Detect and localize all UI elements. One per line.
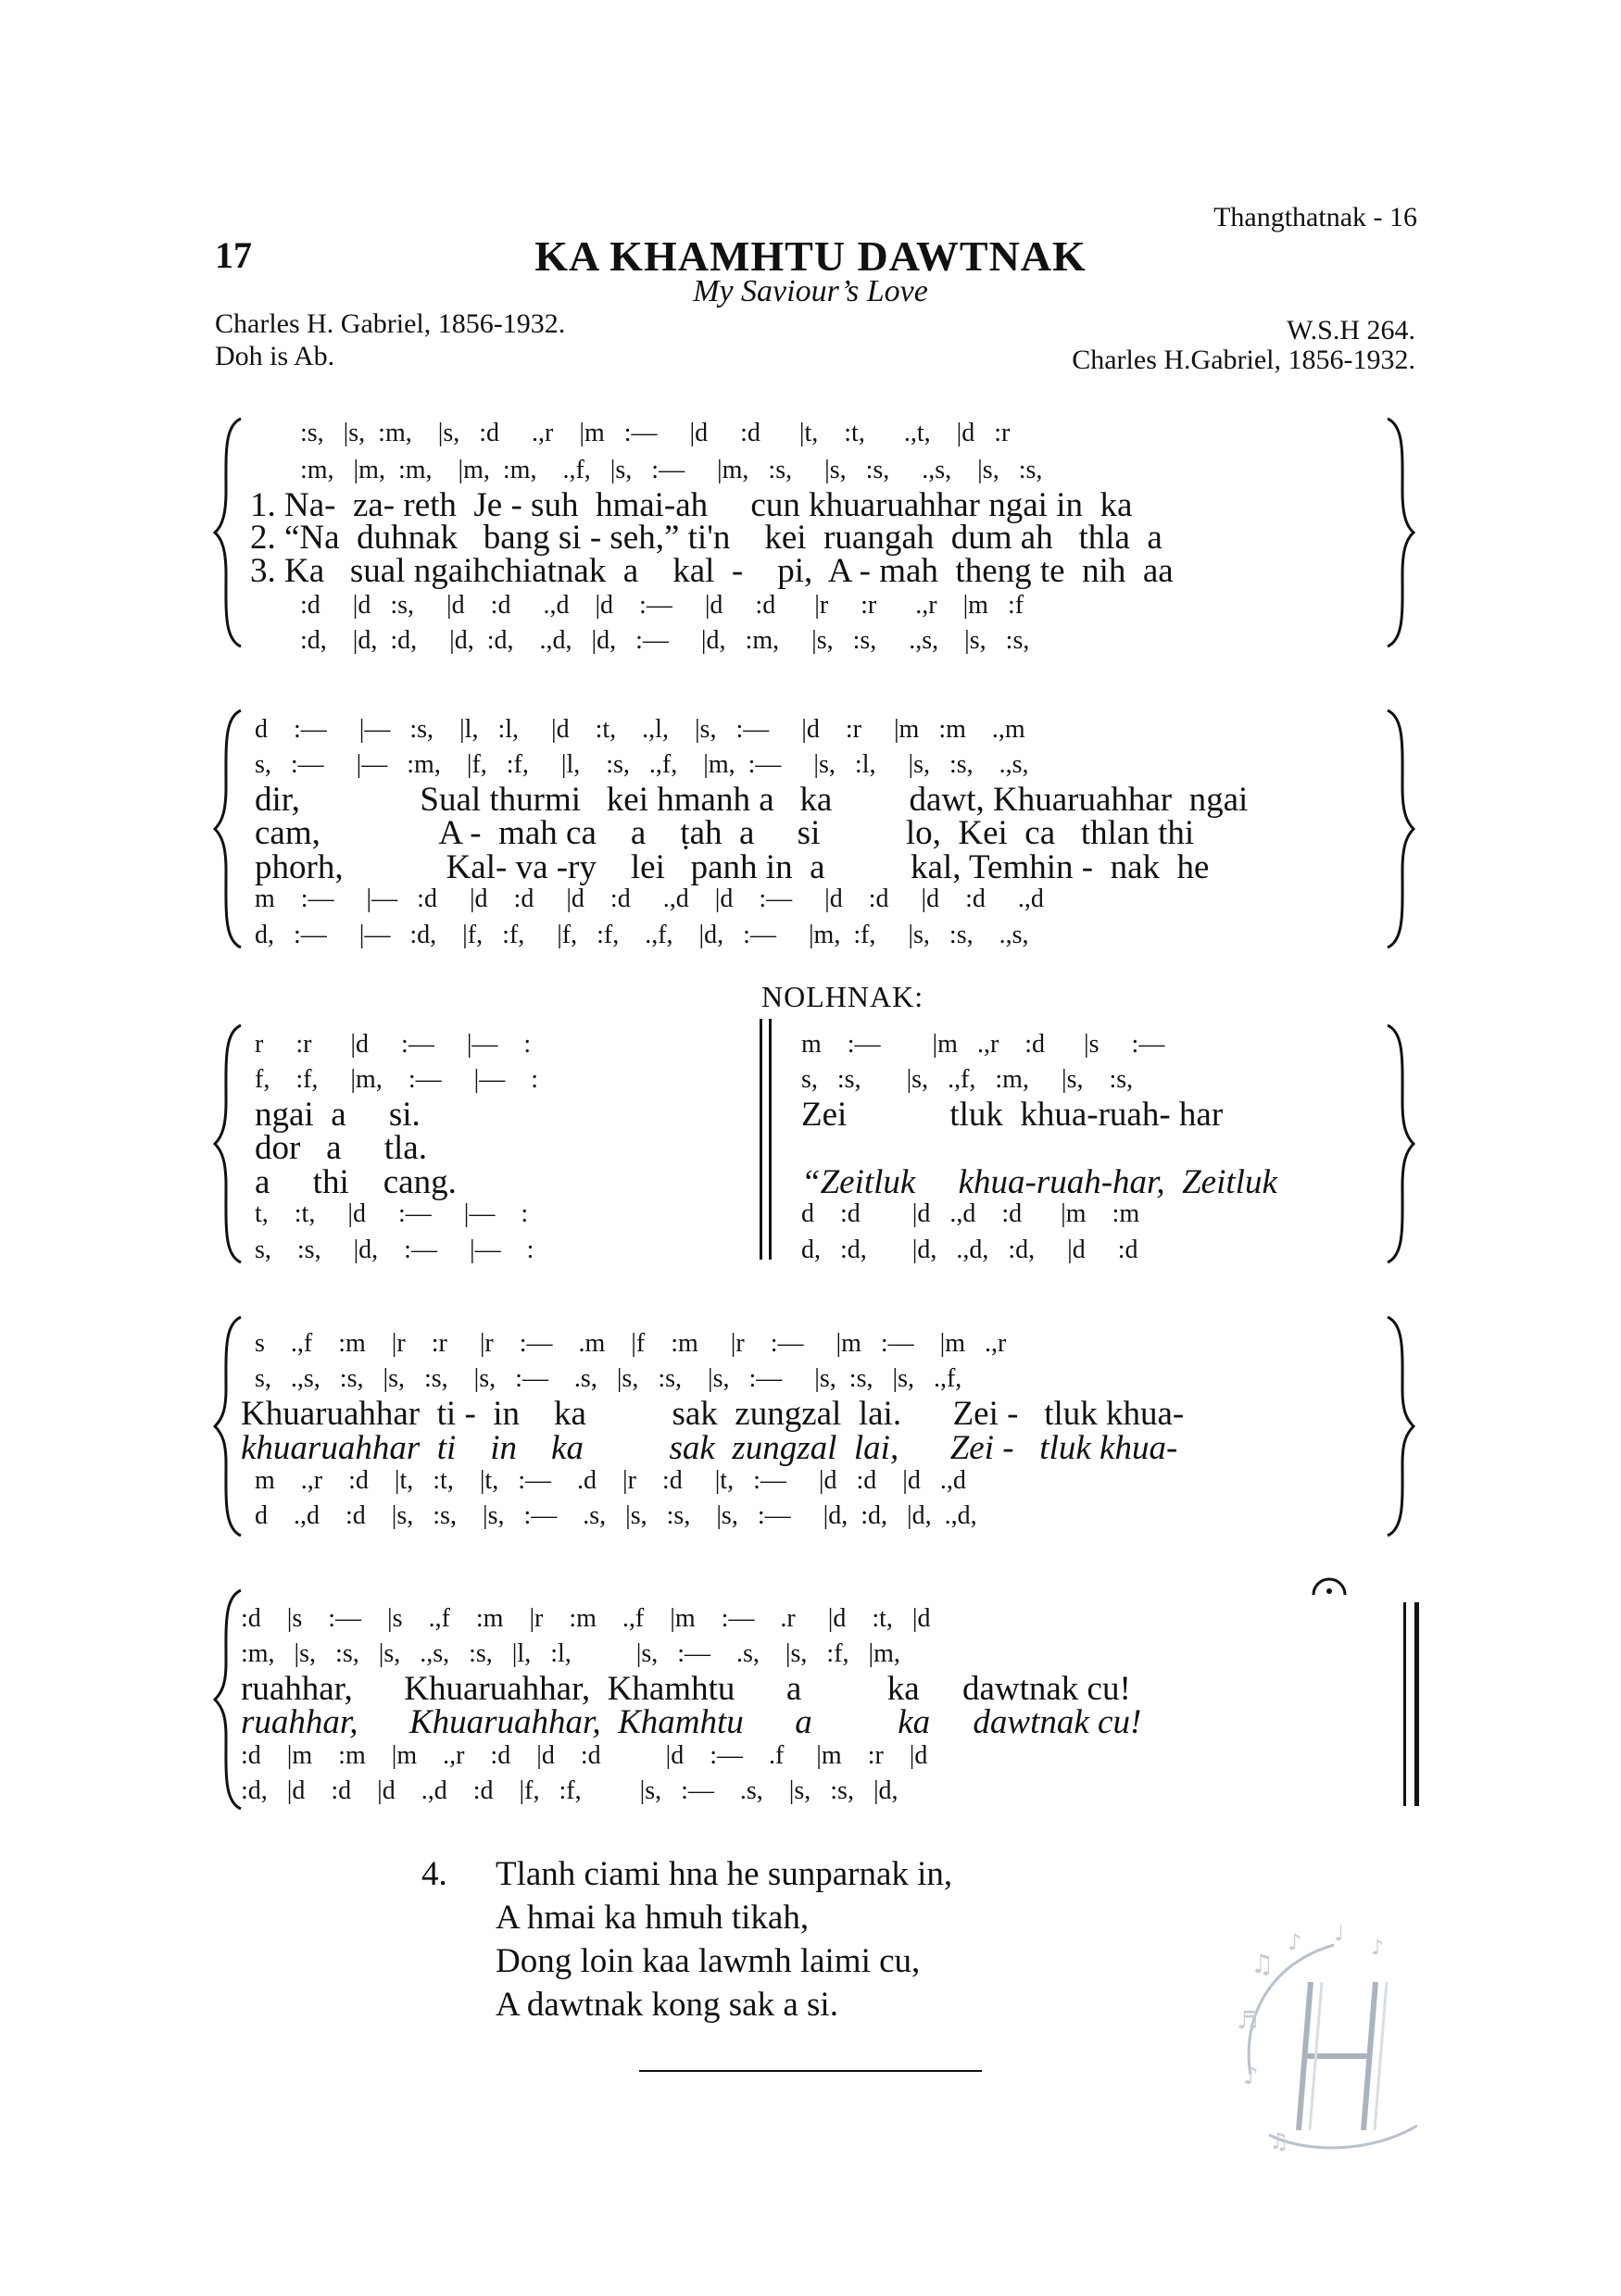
system-5 — [213, 1575, 1436, 1815]
double-barline — [769, 1019, 772, 1260]
hymn-title: KA KHAMHTU DAWTNAK — [534, 232, 1087, 280]
svg-text:♩: ♩ — [1334, 1920, 1345, 1946]
svg-text:♫: ♫ — [1269, 2128, 1289, 2154]
fermata-icon — [1311, 1575, 1348, 1599]
soprano-line: :s, |s, :m, |s, :d .,r |m :— |d :d |t, :t, .,t, |d :r — [287, 419, 1011, 447]
verse-4-line-3: Dong loin kaa lawmh laimi cu, — [496, 1942, 921, 1980]
lyric-verse-3: a thi cang. — [255, 1163, 457, 1201]
lyric-verse-1: 1. Na- za- reth Je - suh hmai-ah cun khuaruahhar ngai in ka — [250, 486, 1133, 524]
final-barline — [1403, 1602, 1406, 1806]
hymn-subtitle: My Saviour’s Love — [693, 274, 928, 308]
double-barline — [760, 1019, 762, 1260]
lyric-verse-3: phorh, Kal- va -ry lei panh in a kal, Temhin - nak he — [255, 848, 1210, 886]
tenor-line: :d |m :m |m .,r :d |d :d |d :— .f |m :r |d — [241, 1741, 928, 1770]
alto-line: :m, |m, :m, |m, :m, .,f, |s, :— |m, :s, |s, :s, .,s, |s, :s, — [287, 456, 1043, 484]
right-brace — [1380, 417, 1417, 648]
svg-text:♫: ♫ — [1250, 1949, 1275, 1979]
words-author: Charles H. Gabriel, 1856-1932. — [215, 308, 566, 339]
lyric-verse-2: cam, A - mah ca a ṭah a si lo, Kei ca thlan thi — [255, 814, 1195, 852]
left-brace — [213, 709, 250, 949]
soprano-line: :d |s :— |s .,f :m |r :m .,f |m :— .r |d :t, |d — [241, 1604, 931, 1633]
system-3 — [213, 1019, 1417, 1278]
lyric-verse-1: ngai a si. — [255, 1096, 421, 1134]
alto-line: s, :— |— :m, |f, :f, |l, :s, .,f, |m, :— |s, :l, |s, :s, .,s, — [255, 750, 1029, 779]
hymn-number: 17 — [215, 234, 252, 276]
verse-4-line-4: A dawtnak kong sak a si. — [496, 1986, 838, 2024]
soprano-line: d :— |— :s, |l, :l, |d :t, .,l, |s, :— |d :r |m :m .,m — [255, 715, 1025, 744]
chorus-tenor-line: d :d |d .,d :d |m :m — [801, 1199, 1140, 1228]
tenor-line: m :— |— :d |d :d |d :d .,d |d :— |d :d |d :d .,d — [255, 885, 1044, 913]
soprano-line: s .,f :m |r :r |r :— .m |f :m |r :— |m :— |m .,r — [255, 1329, 1007, 1358]
chorus-soprano-line: m :— |m .,r :d |s :— — [801, 1030, 1165, 1059]
bass-line: s, :s, |d, :— |— : — [255, 1236, 534, 1264]
svg-text:♪: ♪ — [1243, 2063, 1259, 2090]
system-4 — [213, 1311, 1417, 1542]
svg-text:♪: ♪ — [1371, 1937, 1385, 1960]
alto-line: s, .,s, :s, |s, :s, |s, :— .s, |s, :s, |s, :— |s, :s, |s, .,f, — [255, 1364, 962, 1393]
music-author: Charles H.Gabriel, 1856-1932. — [1072, 345, 1415, 375]
verse-4-number: 4. — [421, 1855, 447, 1893]
alto-line: f, :f, |m, :— |— : — [255, 1065, 538, 1094]
verse-4-line-1: Tlanh ciami hna he sunparnak in, — [496, 1855, 953, 1893]
end-rule — [639, 2070, 982, 2072]
lyric-line-italic: khuaruahhar ti in ka sak zungzal lai, Zei - tluk khua- — [241, 1429, 1178, 1467]
chorus-alto-line: s, :s, |s, .,f, :m, |s, :s, — [801, 1065, 1134, 1094]
tenor-line: t, :t, |d :— |— : — [255, 1199, 529, 1228]
bass-line: :d, |d :d |d .,d :d |f, :f, |s, :— .s, |s, :s, |d, — [241, 1776, 898, 1805]
lyric-verse-1: dir, Sual thurmi kei hmanh a ka dawt, Khuaruahhar ngai — [255, 781, 1249, 819]
system-1 — [213, 408, 1417, 658]
source-reference: W.S.H 264. — [1287, 315, 1415, 345]
svg-text:♪: ♪ — [1288, 1929, 1302, 1955]
bass-line: d, :— |— :d, |f, :f, |f, :f, .,f, |d, :— |m, :f, |s, :s, .,s, — [255, 921, 1029, 949]
right-brace — [1380, 1315, 1417, 1537]
tenor-line: :d |d :s, |d :d .,d |d :— |d :d |r :r .,r |m :f — [287, 591, 1024, 620]
verse-4-line-2: A hmai ka hmuh tikah, — [496, 1899, 810, 1937]
bass-line: :d, |d, :d, |d, :d, .,d, |d, :— |d, :m, |s, :s, .,s, |s, :s, — [287, 626, 1030, 655]
system-2 — [213, 704, 1417, 963]
page-reference: Thangthatnak - 16 — [1213, 202, 1417, 232]
alto-line: :m, |s, :s, |s, .,s, :s, |l, :l, |s, :— .s, |s, :f, |m, — [241, 1639, 900, 1668]
key-signature: Doh is Ab. — [215, 341, 335, 371]
bass-line: d .,d :d |s, :s, |s, :— .s, |s, :s, |s, :— |d, :d, |d, .,d, — [255, 1501, 977, 1530]
lyric-verse-2: 2. “Na duhnak bang si - seh,” ti'n kei ruangah dum ah thla a — [250, 519, 1162, 557]
lyric-line-italic: ruahhar, Khuaruahhar, Khamhtu a ka dawtnak cu! — [241, 1703, 1142, 1741]
right-brace — [1380, 709, 1417, 949]
lyric-verse-2: dor a tla. — [255, 1129, 427, 1167]
chorus-bass-line: d, :d, |d, .,d, :d, |d :d — [801, 1236, 1138, 1264]
chorus-label: NOLHNAK: — [761, 980, 924, 1013]
watermark-logo-icon — [1232, 1917, 1464, 2167]
soprano-line: r :r |d :— |— : — [255, 1030, 532, 1059]
lyric-verse-3: 3. Ka sual ngaihchiatnak a kal - pi, A - mah theng te nih aa — [250, 552, 1174, 590]
final-barline — [1414, 1602, 1419, 1806]
chorus-lyric: Zei tluk khua-ruah- har — [801, 1096, 1224, 1134]
left-brace — [213, 417, 250, 648]
right-brace — [1380, 1023, 1417, 1264]
left-brace — [213, 1023, 250, 1264]
lyric-line: Khuaruahhar ti - in ka sak zungzal lai. Zei - tluk khua- — [241, 1395, 1185, 1433]
lyric-line: ruahhar, Khuaruahhar, Khamhtu a ka dawtnak cu! — [241, 1670, 1131, 1708]
svg-text:♬: ♬ — [1237, 2007, 1259, 2035]
chorus-lyric-italic: “Zeitluk khua-ruah-har, Zeitluk — [801, 1163, 1277, 1201]
tenor-line: m .,r :d |t, :t, |t, :— .d |r :d |t, :— |d :d |d .,d — [255, 1466, 966, 1495]
